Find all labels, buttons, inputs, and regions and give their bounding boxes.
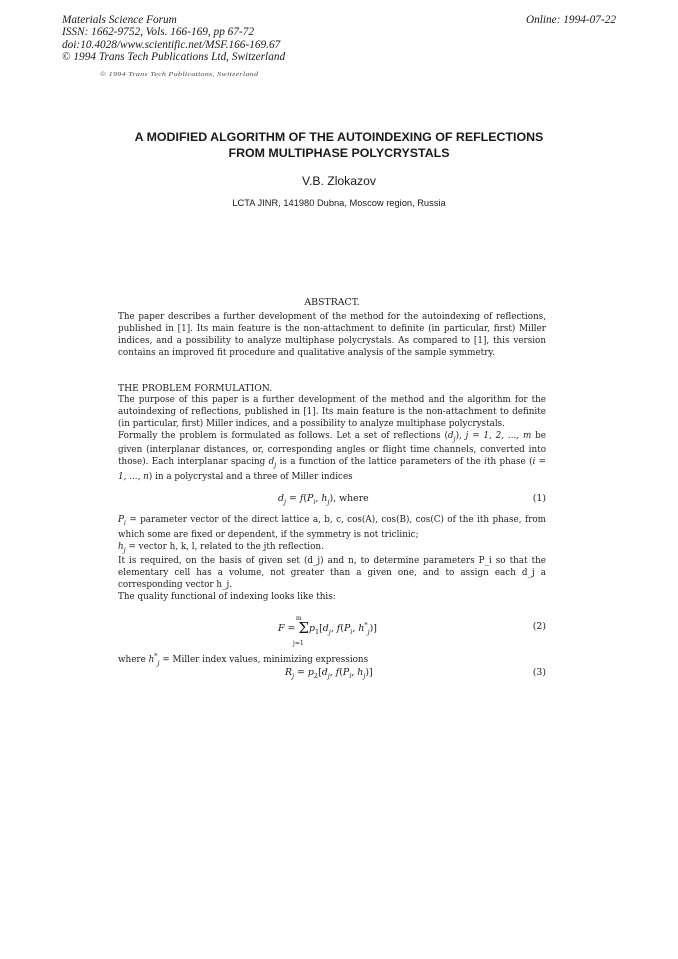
requirement-text: It is required, on the basis of given set (d_j) and n, to determine parameters P_i so that the elementary cell has a volume, not greater than a given one, and to assign each d_j a corresponding vector h_j. — [118, 556, 546, 591]
sum-lower-limit: j=1 — [293, 640, 304, 647]
problem-para-2: Formally the problem is formulated as follows. Let a set of reflections $(d_j)$, j = 1, 2, ..., m be given (interplanar distances, or, corresponding angles or flight time channels, converted into those). Each interplanar spacing $d_j$ is a function of the lattice parameters of the ith phase (i = 1, ..., n) in a polycrystal and a three of Miller indices — [118, 430, 547, 482]
equation-2-number: (2) — [532, 621, 546, 632]
equation-1-number: (1) — [532, 493, 546, 504]
h-def-text: = vector h, k, l, related to the jth reflection. — [125, 541, 324, 552]
abstract-text: The paper describes a further development of the method for the autoindexing of reflections, published in [1]. Its main feature is the non-attachment to definite (in particular, first) Miller indices, and a possibility to analyze multiphase polycrystals. As compared to [1], this version contains an improved fit procedure and qualitative analysis of the sample symmetry. — [118, 312, 546, 358]
equation-2-expr: $F = \Sigma p_1[d_j$, $f(P_i$, $h^*_j$)] — [278, 619, 377, 637]
p-definition: $P_i$ = parameter vector of the direct lattice a, b, c, cos(A), cos(B), cos(C) of the ith phase, from which some are fixed or dependent, if the symmetry is not triclinic; — [118, 515, 546, 540]
doi-line[interactable]: doi:10.4028/www.scientific.net/MSF.166-169.67 — [62, 38, 281, 51]
equation-2 — [118, 615, 546, 645]
where-h-text: where $h^*_j$ = Miller index values, minimizing expressions — [118, 652, 369, 667]
para2-part-a: Formally the problem is formulated as follows. Let a set of reflections ( — [118, 430, 448, 441]
copyright-line: © 1994 Trans Tech Publications Ltd, Switzerland — [62, 51, 286, 64]
journal-name: Materials Science Forum — [62, 14, 177, 26]
eq1-where: where — [339, 493, 369, 504]
paper-title — [100, 130, 578, 161]
i-range: i = 1, ..., n — [118, 457, 547, 482]
definitions — [118, 515, 546, 604]
p-def-text: = parameter vector of the direct lattice a, b, c, cos(A), cos(B), cos(C) of the ith phase, from which some are fixed or dependent, if the symmetry is not triclinic; — [118, 515, 546, 540]
where-h-rest: = Miller index values, minimizing expressions — [159, 654, 369, 665]
abstract-body — [118, 312, 546, 360]
ghost-copyright-line: © 1994 Trans Tech Publications, Switzerland — [100, 71, 259, 78]
affiliation: LCTA JINR, 141980 Dubna, Moscow region, Russia — [232, 198, 446, 208]
problem-para-1: The purpose of this paper is a further development of the method and the algorithm for the autoindexing of reflections, published in [1]. Its main feature is the non-attachment to definite (in particular, first) Miller indices, and a possibility to analyze multiphase polycrystals. — [118, 394, 546, 429]
para2-part-b: ), — [455, 430, 466, 441]
para2-part-d: is a function of the lattice parameters of the — [276, 457, 485, 468]
title-line-1: A MODIFIED ALGORITHM OF THE AUTOINDEXING OF REFLECTIONS — [134, 130, 544, 144]
equation-3-expr: $R_j = p_2[d_j$, $f(P_i$, $h_j$)] — [285, 667, 373, 680]
section-heading: THE PROBLEM FORMULATION. — [118, 383, 273, 394]
para2-part-e: th phase ( — [486, 457, 533, 468]
title-line-2: FROM MULTIPHASE POLYCRYSTALS — [228, 145, 450, 160]
publication-header — [62, 14, 285, 64]
author-name: V.B. Zlokazov — [301, 174, 377, 188]
equation-3-number: (3) — [532, 667, 546, 678]
online-date: Online: 1994-07-22 — [525, 14, 616, 26]
h-definition: $h_j$ = vector h, k, l, related to the jth reflection. — [118, 541, 324, 554]
j-range: j = 1, 2, ..., m — [465, 430, 532, 441]
para2-part-f: ) in a polycrystal and a three of Miller indices — [148, 471, 353, 482]
problem-section — [118, 383, 546, 484]
sum-upper-limit: m — [296, 615, 302, 622]
equation-1-expr: $d_j = f(P_i$, $h_j$), where — [278, 493, 369, 506]
issn-line: ISSN: 1662-9752, Vols. 166-169, pp 67-72 — [62, 26, 255, 39]
abstract-heading: ABSTRACT. — [304, 297, 360, 308]
quality-intro: The quality functional of indexing looks like this: — [118, 591, 336, 602]
para2-part-c: be given (interplanar distances, or, corresponding angles or flight time channels, converted into those). Each interplanar spacing — [118, 430, 546, 468]
